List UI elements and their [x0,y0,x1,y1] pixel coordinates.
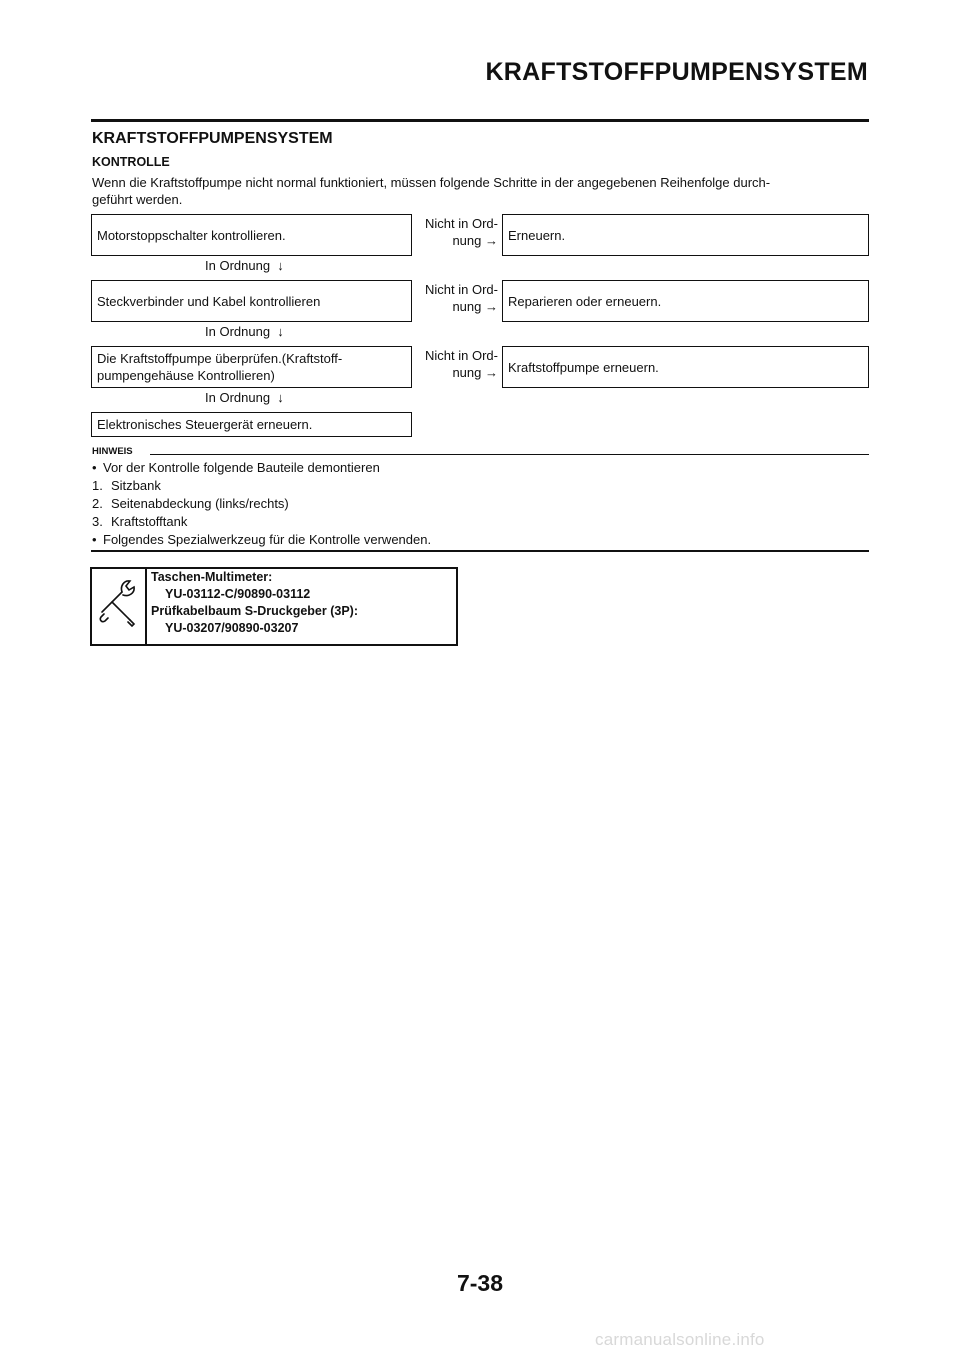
check-text: pumpengehäuse Kontrollieren) [97,368,275,383]
action-box-3: Kraftstoffpumpe erneuern. [502,346,869,388]
note-list-item [92,495,289,512]
arrow-right-icon: → [485,233,498,248]
note-end-rule [91,550,869,552]
not-ok-text: nung [452,233,482,248]
tool-name: Taschen-Multimeter: [151,570,273,584]
not-ok-label-3 [412,347,502,381]
tool-name: Prüfkabelbaum S-Druckgeber (3P): [151,604,358,618]
not-ok-text: Nicht in Ord- [425,282,498,297]
intro-paragraph [92,174,867,208]
tool-code: YU-03112-C/90890-03112 [165,587,311,601]
note-bullet-item [92,531,431,548]
arrow-down-icon: ↓ [277,258,284,273]
bullet-icon: • [92,532,97,547]
note-bullet-item [92,459,380,476]
wrench-tool-icon [96,572,140,634]
ok-text: In Ordnung [205,390,271,405]
not-ok-text: nung [452,299,482,314]
final-action-box: Elektronisches Steuergerät erneuern. [91,412,412,437]
check-box-1: Motorstoppschalter kontrollieren. [91,214,412,256]
tool-code: YU-03207/90890-03207 [165,621,299,635]
not-ok-label-2 [412,281,502,315]
ok-text: In Ordnung [205,324,271,339]
ok-text: In Ordnung [205,258,271,273]
note-text: Seitenabdeckung (links/rechts) [111,496,289,511]
check-text: Die Kraftstoffpumpe überprüfen.(Kraftstoff- [97,351,343,366]
note-rule [150,454,869,455]
intro-line: Wenn die Kraftstoffpumpe nicht normal funktioniert, müssen folgende Schritte in der angegebenen Reihenfolge durch- [92,175,771,190]
check-box-2: Steckverbinder und Kabel kontrollieren [91,280,412,322]
arrow-right-icon: → [485,299,498,314]
not-ok-text: Nicht in Ord- [425,216,498,231]
watermark: carmanualsonline.info [595,1330,765,1349]
page-title: KRAFTSTOFFPUMPENSYSTEM [485,58,868,86]
note-list-item [92,513,187,530]
action-box-2: Reparieren oder erneuern. [502,280,869,322]
action-box-1: Erneuern. [502,214,869,256]
not-ok-text: Nicht in Ord- [425,348,498,363]
not-ok-label-1 [412,215,502,249]
page-number: 7-38 [456,1270,504,1296]
ok-label-3 [205,389,284,406]
list-number: 2. [92,496,103,511]
not-ok-text: nung [452,365,482,380]
arrow-down-icon: ↓ [277,324,284,339]
note-label: HINWEIS [92,446,133,457]
intro-line: geführt werden. [92,192,183,207]
note-text: Sitzbank [111,478,161,493]
arrow-down-icon: ↓ [277,390,284,405]
arrow-right-icon: → [485,365,498,380]
tool-box-divider [145,567,147,646]
list-number: 3. [92,514,103,529]
header-rule [91,119,869,122]
ok-label-2 [205,323,284,340]
note-text: Vor der Kontrolle folgende Bauteile demontieren [103,460,380,475]
subsection-title: KONTROLLE [92,155,170,169]
ok-label-1 [205,257,284,274]
section-title: KRAFTSTOFFPUMPENSYSTEM [92,130,333,147]
note-list-item [92,477,161,494]
note-text: Folgendes Spezialwerkzeug für die Kontrolle verwenden. [103,532,432,547]
check-box-3 [91,346,412,388]
bullet-icon: • [92,460,97,475]
tool-list [151,569,358,637]
note-text: Kraftstofftank [111,514,188,529]
list-number: 1. [92,478,103,493]
